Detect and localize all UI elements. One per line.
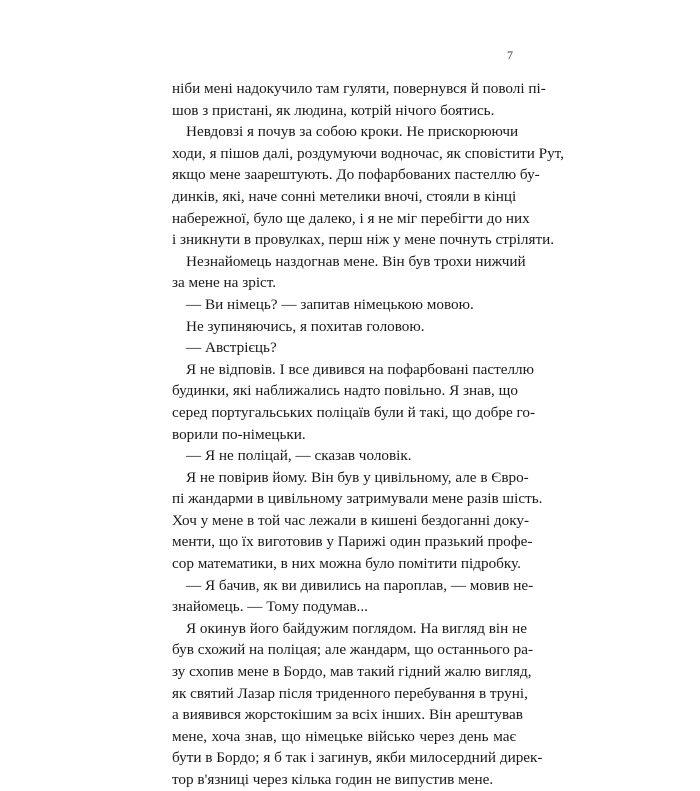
text-line: Не зупиняючись, я похитав головою. xyxy=(186,317,425,335)
text-line: як святий Лазар після триденного перебування в труні, xyxy=(172,684,528,702)
text-line: за мене на зріст. xyxy=(172,274,277,292)
text-line: сор математики, в них можна було помітити підробку. xyxy=(172,555,521,573)
text-line: динків, які, наче сонні метелики вночі, стояли в кінці xyxy=(172,187,517,205)
text-line: зу схопив мене в Бордо, мав такий гідний жалю вигляд, xyxy=(172,663,532,681)
text-line: пі жандарми в цивільному затримували мене разів шість. xyxy=(172,490,543,508)
text-line: Я не відповів. І все дивився на пофарбовані пастеллю xyxy=(186,360,534,378)
text-line: — Ви німець? — запитав німецькою мовою. xyxy=(186,295,474,313)
text-line: Хоч у мене в той час лежали в кишені бездоганні доку- xyxy=(172,511,530,529)
text-line: ходи, я пішов далі, роздумуючи водночас, як сповістити Рут, xyxy=(172,144,564,162)
text-line: ніби мені надокучило там гуляти, повернувся й поволі пі- xyxy=(172,80,546,97)
text-line: — Я не поліцай, — сказав чоловік. xyxy=(186,447,412,465)
text-line: і зникнути в провулках, перш ніж у мене почнуть стріляти. xyxy=(172,231,554,249)
text-line: шов з пристані, як людина, котрій нічого боятись. xyxy=(172,101,495,119)
text-line: тор в'язниці через кілька годин не випустив мене. xyxy=(172,771,494,788)
text-line: Я не повірив йому. Він був у цивільному, але в Євро- xyxy=(186,468,529,486)
text-line: набережної, було ще далеко, і я не міг перебігти до них xyxy=(172,209,530,227)
text-line: якщо мене заарештують. До пофарбованих пастеллю бу- xyxy=(172,166,540,184)
text-line: Незнайомець наздогнав мене. Він був трохи нижчий xyxy=(186,252,526,270)
text-line: серед португальських поліцаїв були й такі, що добре го- xyxy=(172,403,536,421)
text-line: ворили по-німецьки. xyxy=(172,425,306,443)
text-line: — Я бачив, як ви дивились на пароплав, — мовив не- xyxy=(186,576,534,594)
text-line: Невдовзі я почув за собою кроки. Не прискорюючи xyxy=(186,123,519,141)
text-line: менти, що їх виготовив у Парижі один празький профе- xyxy=(172,533,533,551)
text-line: — Австрієць? xyxy=(186,339,277,357)
text-line: Я окинув його байдужим поглядом. На вигляд він не xyxy=(186,619,527,637)
text-line: мене, хоча знав, що німецьке військо через день має xyxy=(172,727,516,745)
text-line: знайомець. — Тому подумав... xyxy=(172,598,368,616)
page-number: 7 xyxy=(507,48,513,62)
text-line: бути в Бордо; я б так і загинув, якби милосердний дирек- xyxy=(172,749,543,767)
text-line: а виявився жорстокішим за всіх інших. Він арештував xyxy=(172,706,523,724)
text-line: будинки, які наближались надто повільно. Я знав, що xyxy=(172,382,518,400)
body-text xyxy=(172,78,564,791)
text-line: був схожий на поліцая; але жандарм, що останнього ра- xyxy=(172,641,534,659)
